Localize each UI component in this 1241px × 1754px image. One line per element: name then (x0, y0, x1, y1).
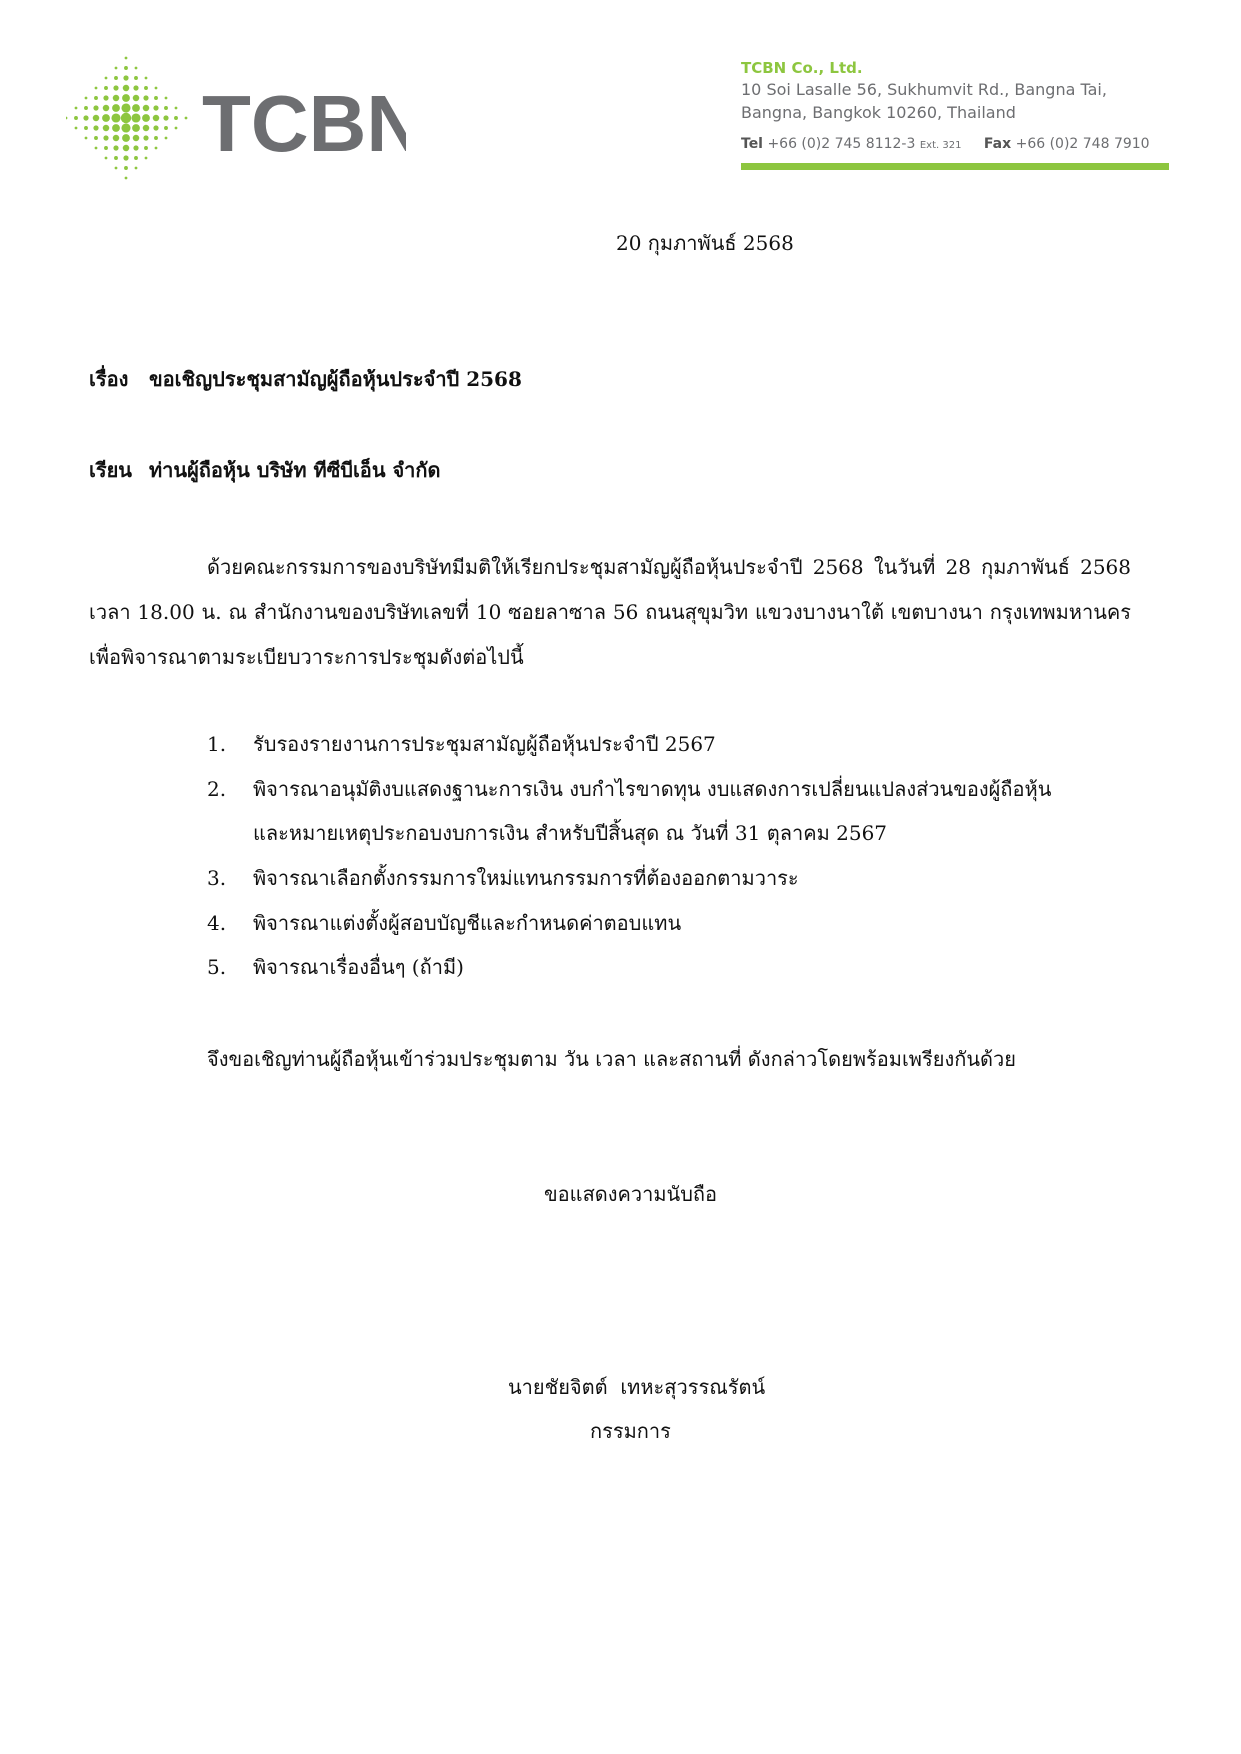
logo-dot (111, 113, 120, 122)
logo-dot (103, 125, 110, 132)
tel-value: +66 (0)2 745 8112-3 (767, 136, 916, 152)
logo-dot (175, 107, 178, 110)
logo-dot (115, 167, 118, 170)
logo-dot (123, 85, 130, 92)
logo-dot (121, 103, 130, 112)
logo-dot (143, 125, 150, 132)
body-text: ด้วยคณะกรรมการของบริษัทมีมติให้เรียกประชุมสามัญผู้ถือหุ้นประจำปี 2568 ในวันที่ 28 กุมภาพันธ์ 2568 เวลา 18.00 น. ณ สำนักงานของบริษัทเลขที่ 10 ซอยลาซาล 56 ถนนสุขุมวิท แขวงบางนาใต้ เขตบางนา กรุงเทพมหานคร เพื่อพิจารณาตามระเบียบวาระการประชุมดังต่อไปนี้ (89, 555, 1131, 669)
logo-dot (66, 117, 67, 120)
logo-dot (74, 116, 78, 120)
logo-dot (131, 113, 140, 122)
logo-dot (134, 76, 138, 80)
logo-dot (121, 123, 130, 132)
logo-dot (123, 155, 128, 160)
logo-dot (113, 85, 118, 90)
address-line-1: 10 Soi Lasalle 56, Sukhumvit Rd., Bangna Tai, (741, 80, 1107, 99)
logo-dot (132, 124, 140, 132)
signatory-title: กรรมการ (590, 1419, 671, 1443)
logo-dot (174, 116, 178, 120)
sign-off: ขอแสดงความนับถือ (544, 1182, 718, 1206)
logo-dot (75, 107, 78, 110)
logo-dot (104, 86, 108, 90)
logo-dot (163, 115, 168, 120)
logo-dot (144, 146, 148, 150)
logo-dot (93, 115, 100, 122)
logo-dot (143, 135, 148, 140)
logo-dot (135, 67, 138, 70)
logo-dot (155, 147, 158, 150)
logo-dot (103, 135, 108, 140)
logo-dot (132, 104, 140, 112)
logo-dot (104, 146, 108, 150)
logo-dot (143, 95, 148, 100)
logo-dot (103, 95, 108, 100)
logo-dot (155, 87, 158, 90)
logo-dot (114, 76, 118, 80)
logo-dot (95, 147, 98, 150)
contact-line (741, 134, 1171, 156)
address-line-2: Bangna, Bangkok 10260, Thailand (741, 103, 1016, 122)
logo-dot (165, 137, 168, 140)
fax-value: +66 (0)2 748 7910 (1015, 136, 1150, 152)
tel-extension: Ext. 321 (919, 140, 962, 151)
logo-dot (113, 95, 120, 102)
body-paragraph (89, 545, 1131, 680)
logo-dot (134, 156, 138, 160)
agenda-item-4: 4. พิจารณาแต่งตั้งผู้สอบบัญชีและกำหนดค่าตอบแทน (207, 911, 682, 935)
logo-dot (145, 77, 148, 80)
logo-dot (95, 87, 98, 90)
logo-dot (84, 106, 88, 110)
logo-dot (143, 105, 150, 112)
logo-dot (125, 177, 128, 180)
logo-dot (122, 134, 130, 142)
logo-dot (144, 86, 148, 90)
logo-dot (113, 135, 120, 142)
logo-dot (124, 166, 128, 170)
tel-label: Tel (741, 136, 763, 152)
logo-dot (145, 157, 148, 160)
logo-wordmark: TCBN (202, 79, 406, 168)
logo-dot (103, 105, 110, 112)
logo-dot (124, 66, 128, 70)
logo-dot (94, 136, 98, 140)
company-logo (66, 54, 406, 182)
fax-label: Fax (983, 136, 1012, 152)
letterhead-divider (741, 163, 1169, 170)
logo-dot (105, 77, 108, 80)
logo-dot (112, 104, 120, 112)
agenda-item-2-continued: และหมายเหตุประกอบงบการเงิน สำหรับปีสิ้นสุด ณ วันที่ 31 ตุลาคม 2567 (253, 821, 888, 845)
company-name: TCBN Co., Ltd. (741, 59, 863, 77)
logo-dot (114, 156, 118, 160)
agenda-item-2: 2. พิจารณาอนุมัติงบแสดงฐานะการเงิน งบกำไรขาดทุน งบแสดงการเปลี่ยนแปลงส่วนของผู้ถือหุ้น (207, 777, 1052, 801)
logo-dot (164, 106, 168, 110)
logo-dot (153, 105, 158, 110)
agenda-item-1: 1. รับรองรายงานการประชุมสามัญผู้ถือหุ้นประจำปี 2567 (207, 732, 716, 756)
logo-dot (121, 113, 131, 123)
logo-dot (133, 145, 138, 150)
subject-text: ขอเชิญประชุมสามัญผู้ถือหุ้นประจำปี 2568 (149, 367, 522, 391)
logo-dot-mark (66, 57, 187, 180)
logo-dot (94, 96, 98, 100)
logo-dot (123, 145, 130, 152)
agenda-item-5: 5. พิจารณาเรื่องอื่นๆ (ถ้ามี) (207, 955, 464, 979)
logo-dot (93, 125, 98, 130)
signatory-name: นายชัยจิตต์ เทหะสุวรรณรัตน์ (508, 1375, 766, 1399)
logo-dot (105, 157, 108, 160)
logo-dot (133, 95, 140, 102)
logo-dot (135, 167, 138, 170)
closing-invitation: จึงขอเชิญท่านผู้ถือหุ้นเข้าร่วมประชุมตาม วัน เวลา และสถานที่ ดังกล่าวโดยพร้อมเพรียงกันด้วย (207, 1047, 1016, 1071)
logo-dot (112, 124, 120, 132)
recipient-text: ท่านผู้ถือหุ้น บริษัท ทีซีบีเอ็น จำกัด (149, 458, 441, 482)
logo-dot (142, 114, 150, 122)
logo-dot (75, 127, 78, 130)
logo-dot (185, 117, 188, 120)
logo-dot (122, 94, 130, 102)
logo-dot (83, 115, 88, 120)
logo-dot (85, 137, 88, 140)
logo-dot (153, 125, 158, 130)
company-info (741, 58, 1171, 156)
recipient-label: เรียน (89, 458, 132, 482)
agenda-item-3: 3. พิจารณาเลือกตั้งกรรมการใหม่แทนกรรมการที่ต้องออกตามวาระ (207, 866, 799, 890)
logo-dot (133, 85, 138, 90)
logo-dot (123, 75, 128, 80)
logo-dot (85, 97, 88, 100)
logo-dot (164, 126, 168, 130)
logo-dot (165, 97, 168, 100)
letter-date: 20 กุมภาพันธ์ 2568 (616, 231, 794, 255)
subject-label: เรื่อง (89, 367, 129, 391)
logo-dot (84, 126, 88, 130)
logo-dot (102, 114, 110, 122)
logo-dot (153, 115, 160, 122)
logo-dot (154, 136, 158, 140)
logo-dot (125, 57, 128, 60)
logo-dot (175, 127, 178, 130)
logo-dot (113, 145, 118, 150)
logo-dot (154, 96, 158, 100)
logo-dot (115, 67, 118, 70)
logo-dot (93, 105, 98, 110)
logo-dot (133, 135, 140, 142)
